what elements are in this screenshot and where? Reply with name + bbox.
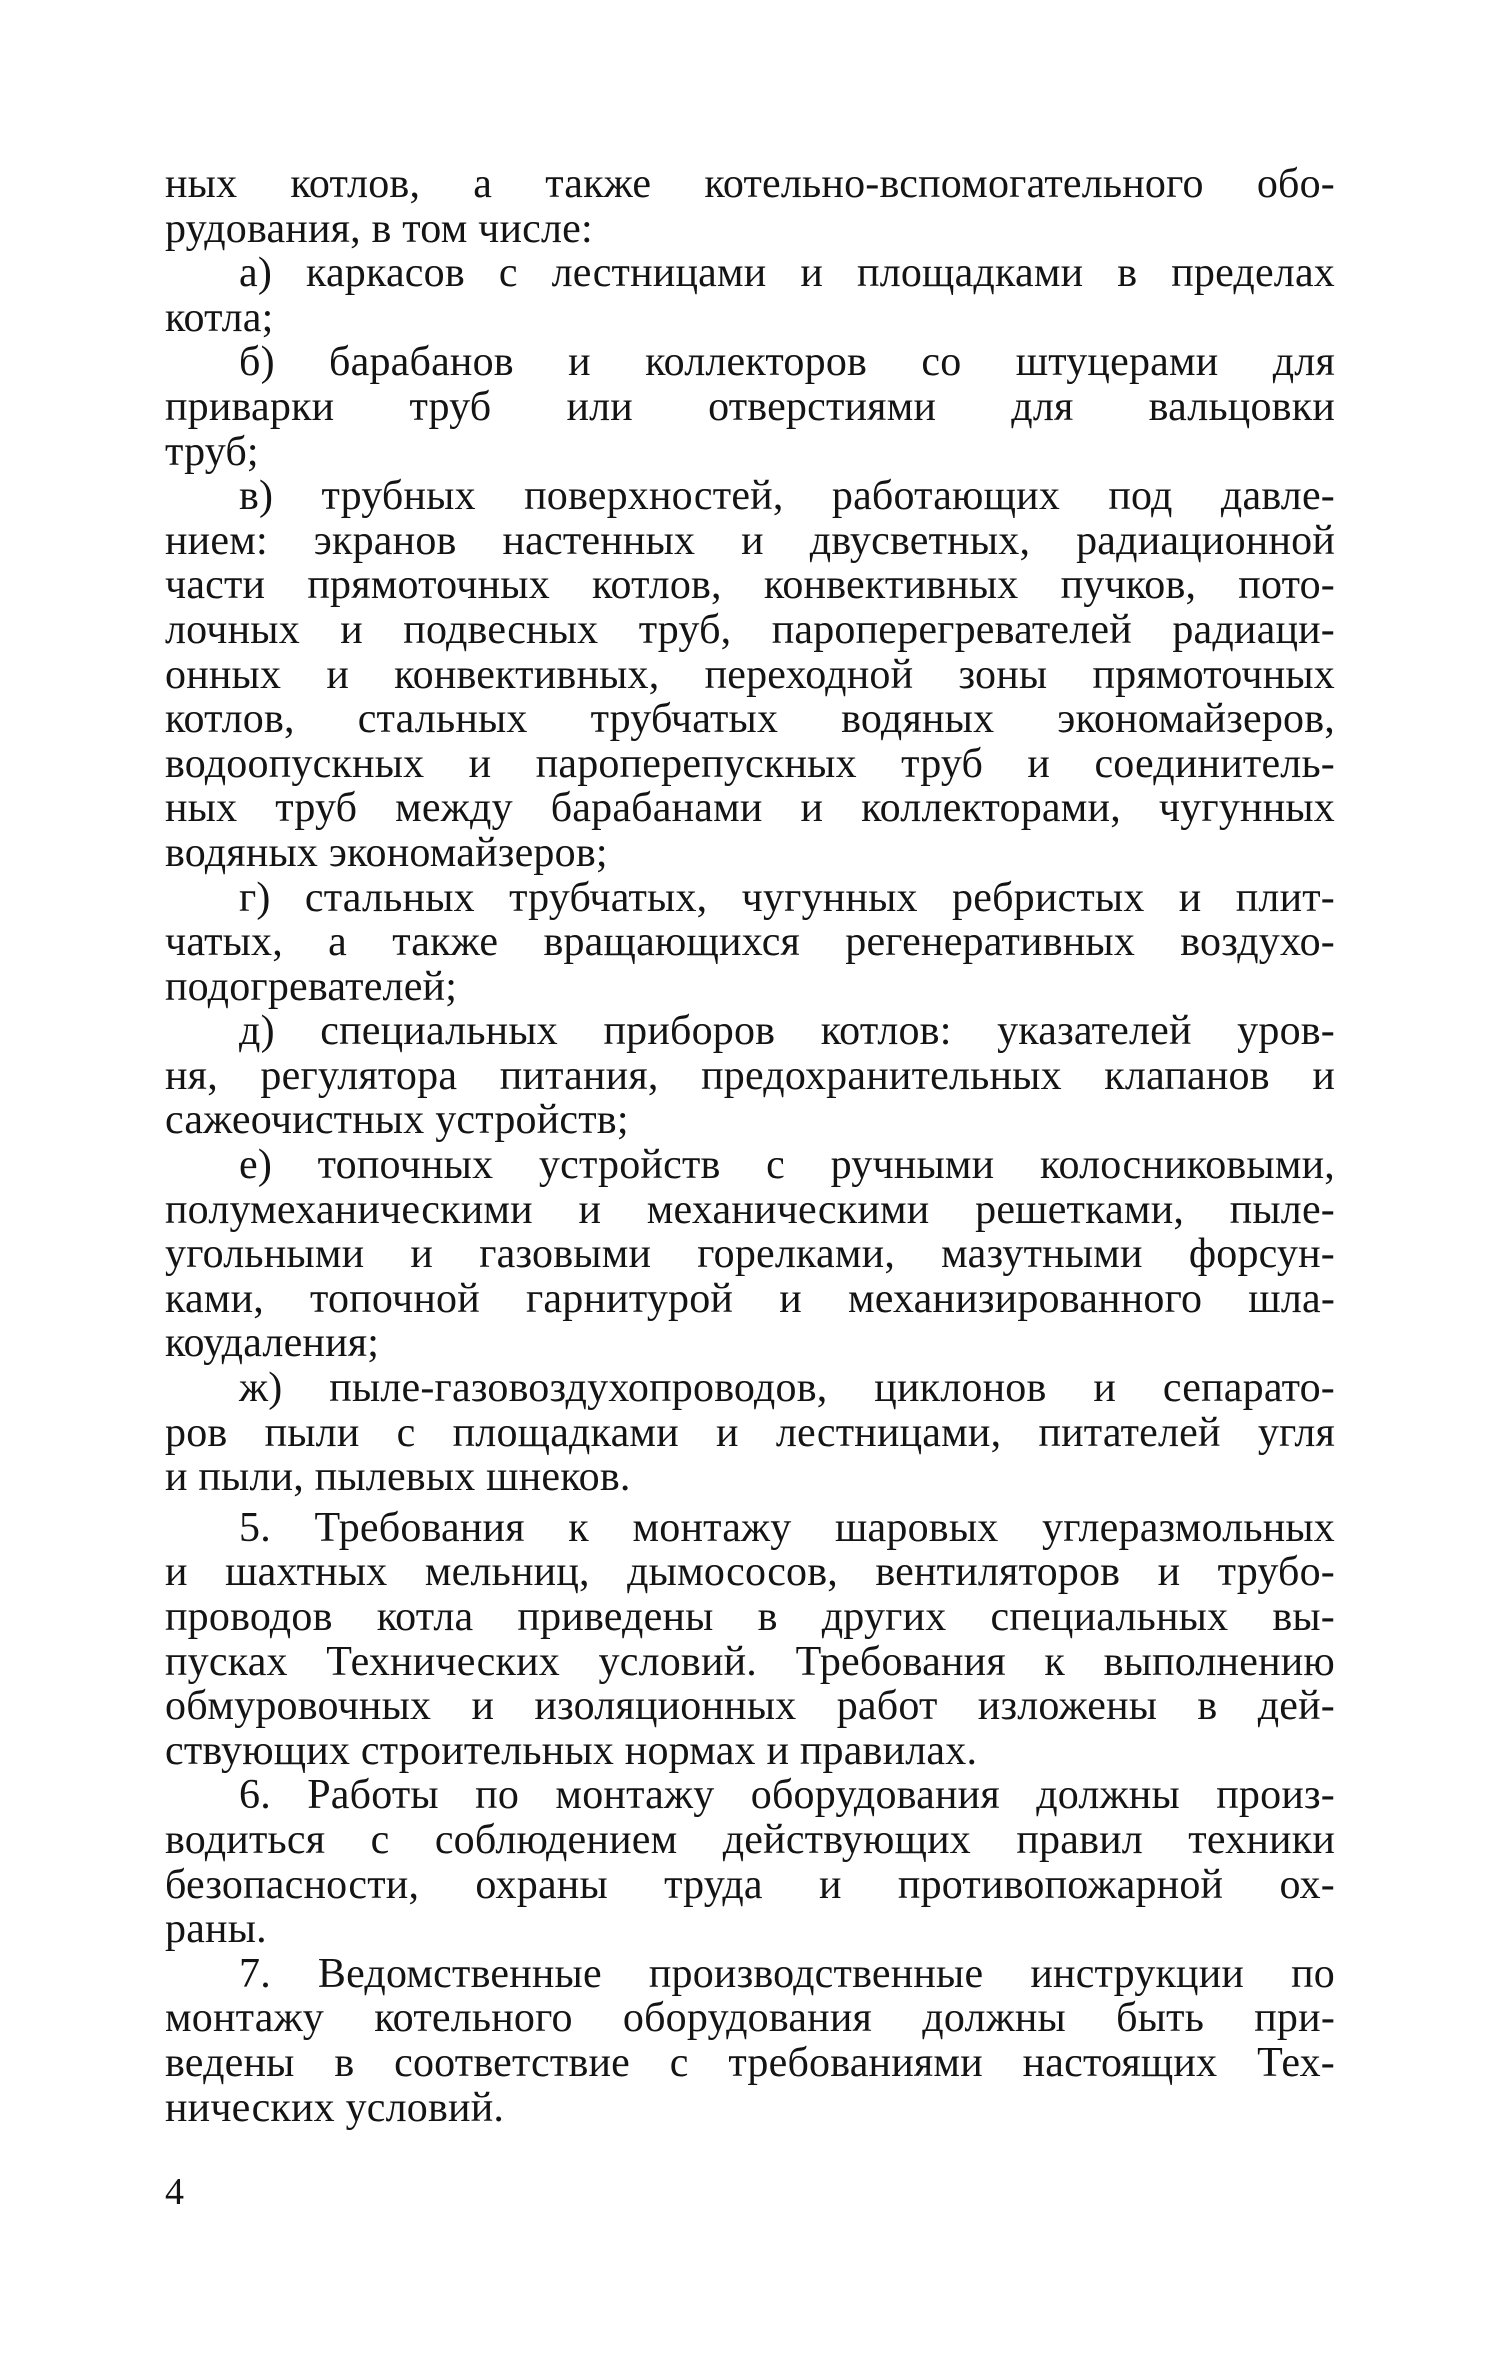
text-line: ных котлов, а также котельно-вспомогательного обо- [165,161,1335,207]
paragraph [165,1952,1335,2130]
text-line: ведены в соответствие с требованиями настоящих Тех- [165,2039,1335,2086]
paragraph [165,876,1335,1010]
text-line: ствующих строительных нормах и правилах. [165,1727,978,1774]
text-line: в) трубных поверхностей, работающих под давле- [239,473,1335,520]
paragraph [165,340,1335,474]
text-line: водиться с соблюдением действующих правил техники [165,1816,1335,1863]
text-line: г) стальных трубчатых, чугунных ребристых и плит- [239,874,1335,921]
text-line: рудования, в том числе: [165,205,593,252]
paragraph [165,1009,1335,1143]
text-line: водяных экономайзеров; [165,829,608,876]
text-line: коудаления; [165,1320,380,1367]
text-line: угольными и газовыми горелками, мазутными форсун- [165,1231,1335,1278]
body-text [165,162,1335,2130]
text-line: ных труб между барабанами и коллекторами, чугунных [165,785,1335,832]
text-line: лочных и подвесных труб, пароперегревателей радиаци- [165,606,1335,653]
text-line: е) топочных устройств с ручными колосниковыми, [239,1142,1335,1189]
paragraph [165,162,1335,251]
text-line: и пыли, пылевых шнеков. [165,1454,631,1501]
text-line: и шахтных мельниц, дымососов, вентиляторов и трубо- [165,1549,1335,1596]
text-line: б) барабанов и коллекторов со штуцерами для [239,339,1335,386]
text-line: а) каркасов с лестницами и площадками в пределах [239,250,1335,297]
text-line: д) специальных приборов котлов: указателей уров- [239,1008,1335,1055]
text-line: ками, топочной гарнитурой и механизированного шла- [165,1275,1335,1322]
text-line: безопасности, охраны труда и противопожарной ох- [165,1861,1335,1908]
text-line: проводов котла приведены в других специальных вы- [165,1594,1335,1640]
text-line: ня, регулятора питания, предохранительных клапанов и [165,1052,1335,1099]
text-line: 6. Работы по монтажу оборудования должны произ- [239,1772,1335,1819]
paragraph [165,1366,1335,1500]
text-line: приварки труб или отверстиями для вальцовки [165,383,1335,430]
text-line: 7. Ведомственные производственные инструкции по [239,1950,1335,1997]
text-line: подогревателей; [165,963,458,1010]
text-line: котла; [165,294,274,341]
text-line: части прямоточных котлов, конвективных пучков, пото- [165,562,1335,609]
text-line: пусках Технических условий. Требования к выполнению [165,1638,1335,1685]
text-line: водоопускных и пароперепускных труб и соединитель- [165,740,1335,787]
text-line: нием: экранов настенных и двусветных, радиационной [165,517,1335,564]
text-line: монтажу котельного оборудования должны быть при- [165,1995,1335,2042]
page-number: 4 [165,2171,184,2213]
text-line: обмуровочных и изоляционных работ изложены в дей- [165,1683,1335,1730]
text-line: ж) пыле-газовоздухопроводов, циклонов и сепарато- [239,1365,1335,1412]
text-line: котлов, стальных трубчатых водяных экономайзеров, [165,696,1335,743]
text-line: сажеочистных устройств; [165,1097,629,1144]
text-line: раны. [165,1906,267,1953]
text-line: труб; [165,428,259,475]
paragraph [165,1143,1335,1366]
text-line: нических условий. [165,2084,505,2131]
paragraph [165,474,1335,875]
paragraph [165,251,1335,340]
text-line: 5. Требования к монтажу шаровых углеразмольных [239,1504,1335,1551]
text-line: ров пыли с площадками и лестницами, питателей угля [165,1409,1335,1456]
paragraph [165,1506,1335,1774]
text-line: полумеханическими и механическими решетками, пыле- [165,1186,1335,1233]
paragraph [165,1773,1335,1951]
text-line: чатых, а также вращающихся регенеративных воздухо- [165,919,1335,966]
text-line: онных и конвективных, переходной зоны прямоточных [165,651,1335,698]
